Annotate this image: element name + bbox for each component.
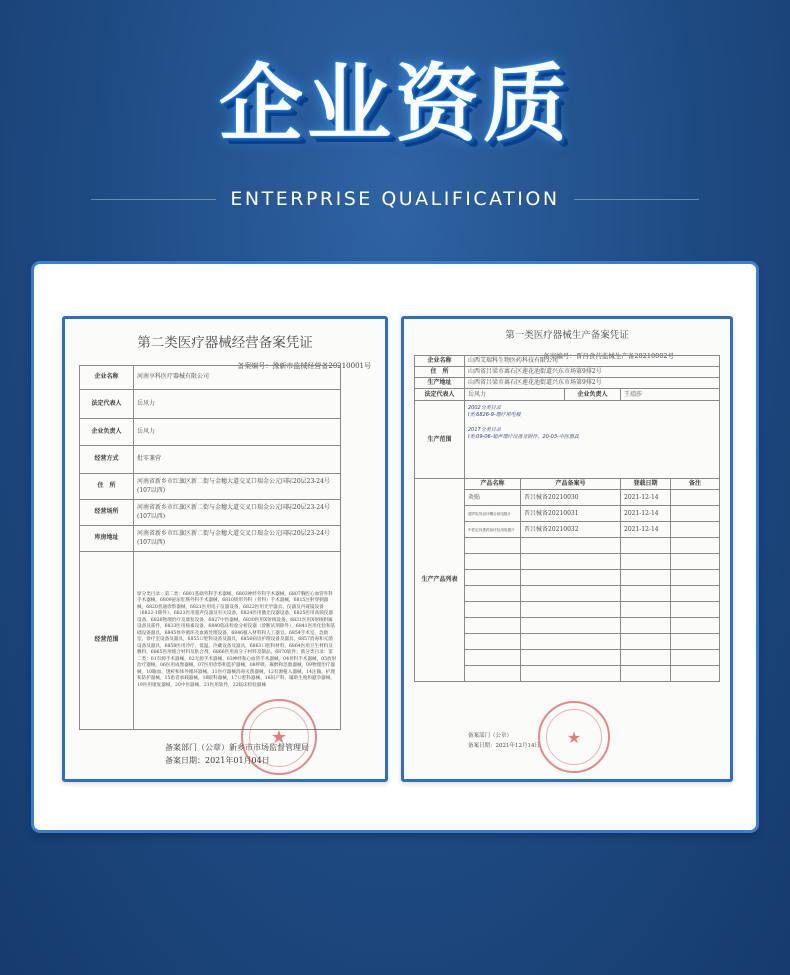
row-value: 岳风力 [134, 390, 341, 419]
row-label: 住 所 [415, 367, 465, 378]
table-row [415, 389, 720, 401]
row-label: 住 所 [80, 474, 134, 500]
row-label: 库房地址 [80, 526, 134, 552]
product-name: 中医定向透药治疗仪用电极片 [465, 522, 521, 538]
legal-rep-label: 法定代表人 [415, 389, 465, 401]
row-value: 原分类目录：第二类：6801基础外科手术器械，6803神经外科手术器械，6807胸腔心血管外科手术器械，6809泌尿肛肠外科手术器械，6810矫形外科（骨科）手术器械，6815注射穿刺器械，6820普通诊察器械，6821医用电子仪器设备，6822医用光学器具、仪器及内窥镜设备（6822-1除外），6823医用超声仪器及有关设备，6824医用激光仪器设备，6825医用高频仪器设备，6826物理治疗及康复设备，6827中医器械，6830医用X射线设备，6831医用X射线附属设备及部件，6833医用核素设备，6840临床检验分析仪器（诊断试剂除外），6841医用化验和基础设备器具，6845体外循环及血液处理设备，6846植入材料和人工器官，6854手术室、急救室、诊疗室设备及器具，6855口腔科设备及器具，6856病房护理设备及器具，6857消毒和灭菌设备及器具，6858医用冷疗、低温、冷藏设备及器具，6863口腔科材料，6864医用卫生材料及敷料，6865医用缝合材料及粘合剂，6866医用高分子材料及制品，6870软件；新分类目录：第二类：01有源手术器械，02无源手术器械，03神经和心血管手术器械，04骨科手术器械，05放射治疗器械，06医用成像器械，07医用诊察和监护器械，08呼吸、麻醉和急救器械，09物理治疗器械，10输血、透析和体外循环器械，11医疗器械消毒灭菌器械，12有源植入器械，14注输、护理和防护器械，15患者承载器械，16眼科器械，17口腔科器械，18妇产科、辅助生殖和避孕器械，19医用康复器械，20中医器械，21医用软件，22临床检验器械 [134, 552, 341, 730]
product-name: 灸贴 [465, 490, 521, 506]
product-header-date: 登载日期 [621, 479, 671, 490]
row-value: 山西艾瑞科生物医药科技有限公司 [465, 356, 720, 367]
issuing-department: 备案部门（公章） [468, 733, 513, 739]
row-value: 山西省吕梁市离石区莲花池街道兴东市场第9排2号 [465, 378, 720, 389]
product-note [671, 522, 720, 538]
product-header-note: 备注 [671, 479, 720, 490]
production-record-certificate[interactable] [401, 316, 733, 782]
product-date: 2021-12-14 [621, 490, 671, 506]
table-row [415, 401, 720, 479]
left-divider-line [91, 199, 216, 200]
row-label: 生产地址 [415, 378, 465, 389]
record-number: 备案编号：晋吕食药监械生产备20210002号 [543, 352, 674, 360]
product-date: 2021-12-14 [621, 506, 671, 522]
table-row [415, 479, 720, 490]
hero-title: 企业资质 [218, 55, 571, 153]
record-date: 备案日期：2021年01月04日 [165, 755, 270, 765]
row-value: 批零兼营 [134, 446, 341, 474]
scope-line: 2002分类目录 [468, 405, 501, 412]
manager-label: 企业负责人 [565, 389, 621, 401]
certificate-footer [468, 731, 540, 752]
certificate-title: 第一类医疗器械生产备案凭证 [505, 330, 629, 341]
business-record-certificate[interactable] [62, 316, 388, 782]
row-label: 经营方式 [80, 446, 134, 474]
row-label: 企业负责人 [80, 419, 134, 446]
product-name: 超声电导治疗耦合贴电极片 [465, 506, 521, 522]
row-label: 经营场所 [80, 500, 134, 526]
product-no: 晋吕械备20210030 [521, 490, 621, 506]
table-row [415, 378, 720, 389]
table-row [80, 500, 341, 526]
products-label: 生产产品列表 [415, 479, 465, 682]
row-value: 河南省新乡市红旗区新二街与金穗大道交叉口瑞金公元国际20层23-24号(107以西) [134, 474, 341, 500]
legal-rep-value: 岳风力 [465, 389, 565, 401]
table-row [415, 356, 720, 367]
hero-subtitle-row [0, 186, 790, 212]
row-label: 经营范围 [80, 552, 134, 730]
table-row [80, 390, 341, 419]
record-date: 备案日期：2021年12月14日 [468, 743, 540, 750]
row-label: 法定代表人 [80, 390, 134, 419]
scope-value [465, 401, 720, 479]
certificate-table [414, 355, 720, 682]
table-row [415, 367, 720, 378]
table-row [80, 446, 341, 474]
certificate-title: 第二类医疗器械经营备案凭证 [137, 335, 313, 351]
row-value: 河南省新乡市红旗区新二街与金穗大道交叉口瑞金公元国际20层23-24号(107以西) [134, 526, 341, 552]
right-divider-line [574, 199, 699, 200]
manager-value: 王靖莎 [621, 389, 720, 401]
official-seal-icon: ★ [241, 699, 317, 775]
row-value: 河南享科医疗器械有限公司 [134, 366, 341, 390]
table-row [80, 552, 341, 730]
scope-line: 2017分类目录 [468, 426, 501, 433]
scope-line: Ⅰ类:09-06-超声理疗设备及附件，20-03-中医器具 [468, 433, 579, 440]
scope-label: 生产范围 [415, 401, 465, 479]
official-seal-icon: ★ [538, 701, 610, 773]
row-value: 岳风力 [134, 419, 341, 446]
table-row [80, 526, 341, 552]
hero-subtitle: ENTERPRISE QUALIFICATION [230, 188, 560, 210]
record-number: 备案编号：豫新市监械经营备20210001号 [237, 362, 371, 370]
row-label: 企业名称 [415, 356, 465, 367]
row-value: 河南省新乡市红旗区新二街与金穗大道交叉口瑞金公元国际20层23-24号(107以西) [134, 500, 341, 526]
issuing-department: 备案部门（公章）新乡市市场监督管理局 [165, 743, 309, 752]
product-header-no: 产品备案号 [521, 479, 621, 490]
product-header-name: 产品名称 [465, 479, 521, 490]
certificate-table [79, 365, 341, 730]
product-no: 晋吕械备20210031 [521, 506, 621, 522]
table-row [80, 474, 341, 500]
product-note [671, 506, 720, 522]
certificates-panel [34, 264, 756, 830]
table-row [80, 366, 341, 390]
product-date: 2021-12-14 [621, 522, 671, 538]
table-row [80, 419, 341, 446]
scope-line: Ⅰ类:6826-9-理疗用电极 [468, 412, 521, 419]
row-label: 企业名称 [80, 366, 134, 390]
row-value: 山西省吕梁市离石区莲花池街道兴东市场第9排2号 [465, 367, 720, 378]
product-note [671, 490, 720, 506]
product-no: 晋吕械备20210032 [521, 522, 621, 538]
